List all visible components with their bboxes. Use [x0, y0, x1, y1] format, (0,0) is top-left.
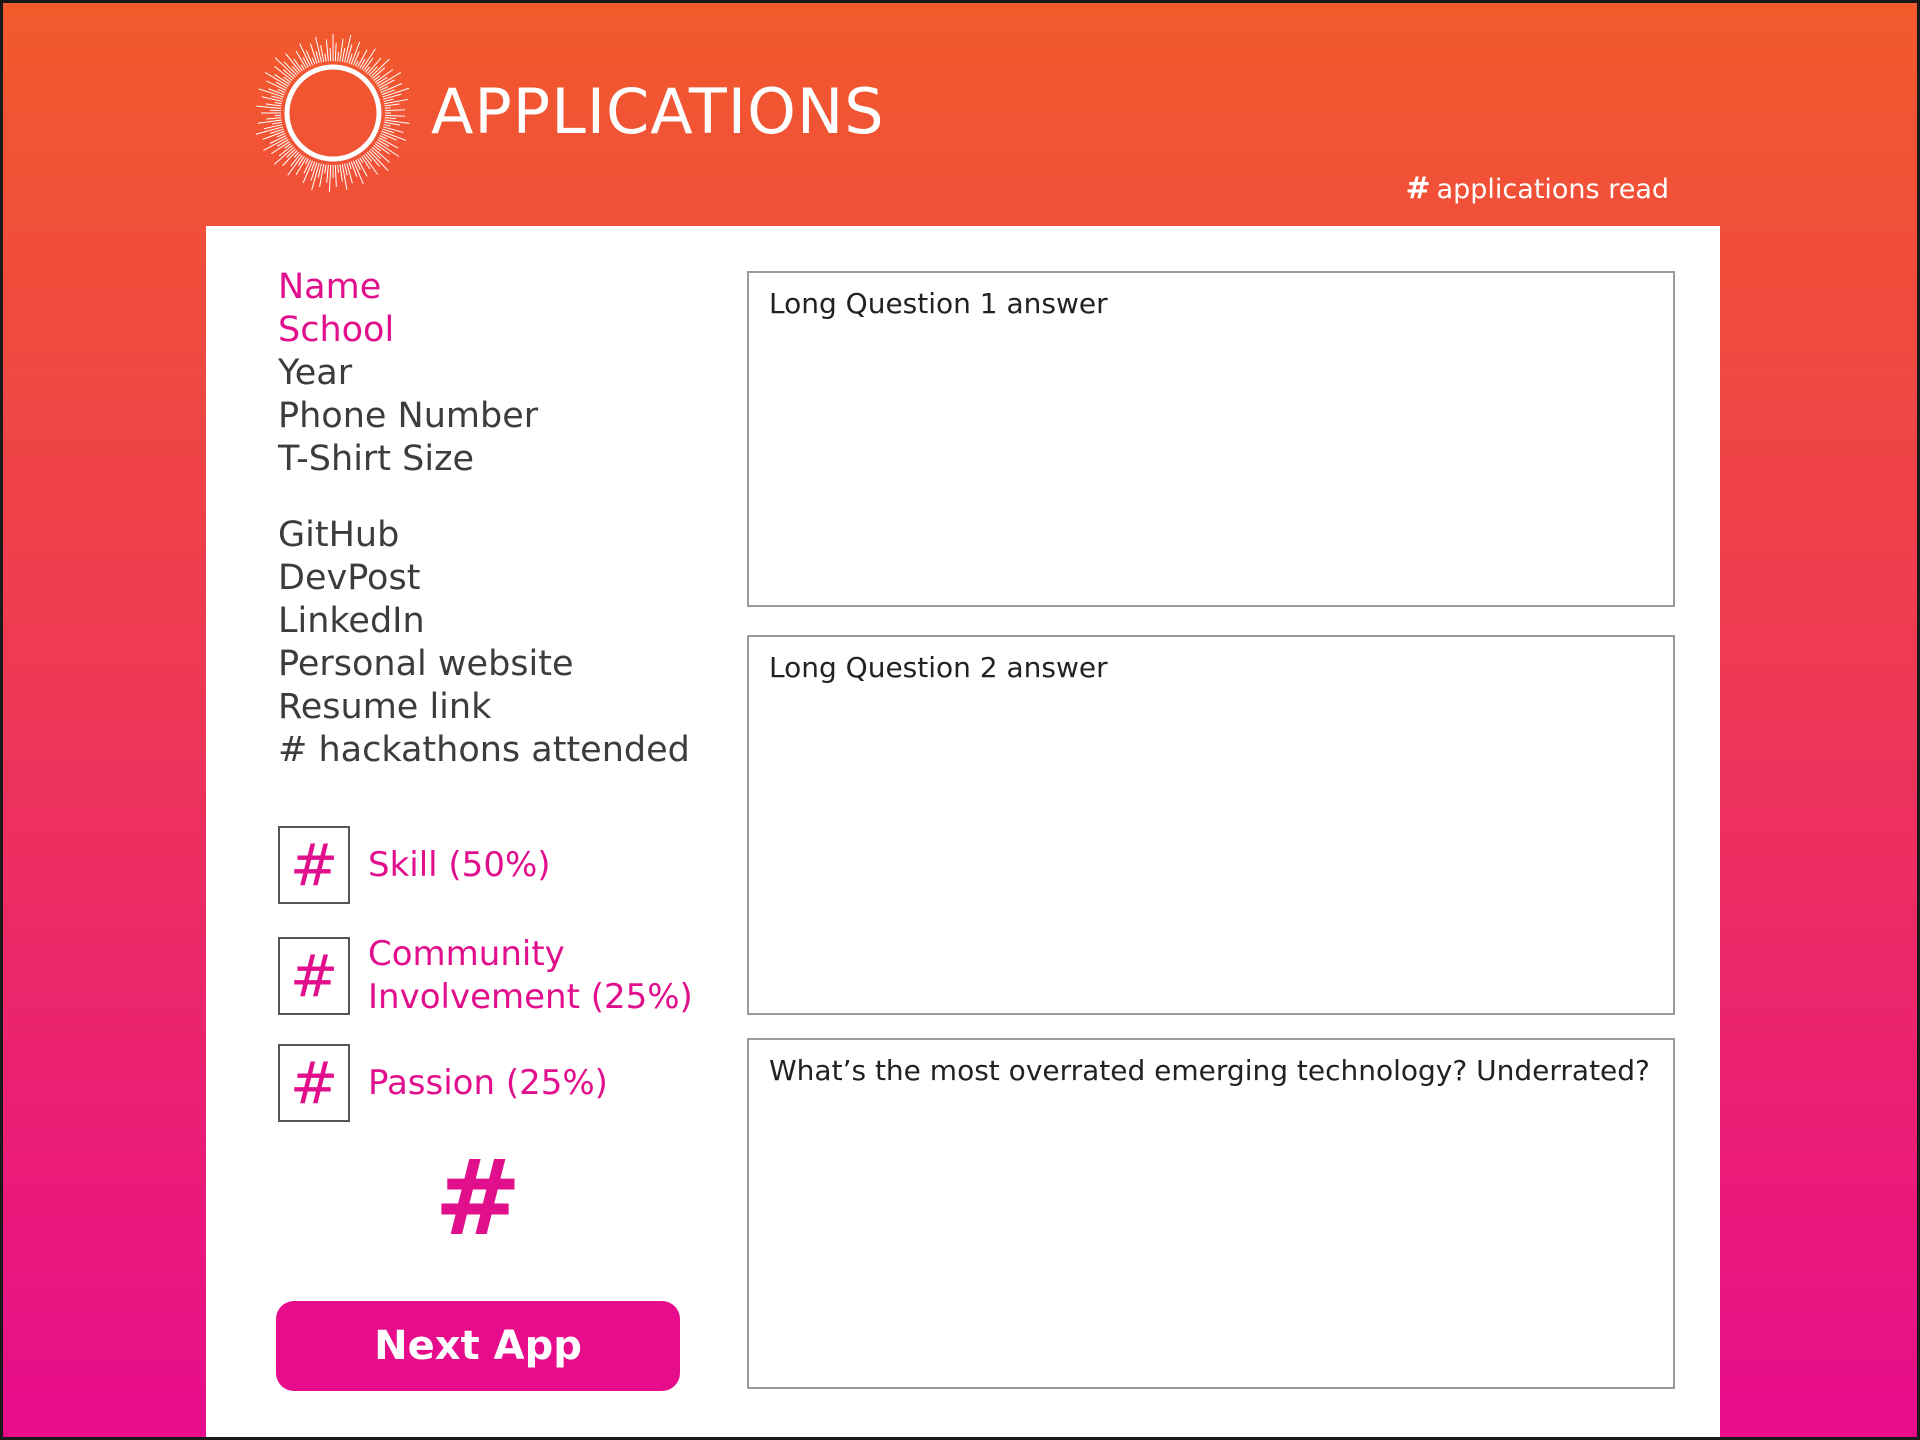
community-label-line-1: Community	[368, 934, 565, 974]
score-row-passion	[278, 1044, 608, 1122]
passion-label-line: Passion (25%)	[368, 1062, 608, 1103]
score-row-skill	[278, 826, 551, 904]
applications-read-label: applications read	[1436, 174, 1669, 205]
skill-score-input[interactable]: #	[278, 826, 350, 904]
applicant-devpost: DevPost	[278, 558, 421, 598]
skill-label-line: Skill (50%)	[368, 844, 551, 885]
applicant-name: Name	[278, 267, 382, 307]
community-score-input[interactable]: #	[278, 937, 350, 1015]
applicant-school: School	[278, 310, 395, 350]
long-answer-2[interactable]	[747, 635, 1675, 1015]
long-answer-1-text: Long Question 1 answer	[769, 287, 1108, 320]
page-title: APPLICATIONS	[431, 75, 885, 148]
applicant-hackathons: # hackathons attended	[278, 730, 690, 770]
long-answer-3-text: What’s the most overrated emerging technology? Underrated?	[769, 1054, 1650, 1087]
passion-score-input[interactable]: #	[278, 1044, 350, 1122]
applicant-github: GitHub	[278, 515, 400, 555]
applicant-info	[278, 266, 690, 772]
applicant-linkedin: LinkedIn	[278, 601, 425, 641]
long-answer-3[interactable]	[747, 1038, 1675, 1389]
skill-score-label	[368, 844, 551, 887]
total-score: #	[434, 1137, 522, 1259]
sun-logo-icon	[253, 33, 413, 193]
next-app-button[interactable]: Next App	[276, 1301, 680, 1391]
application-card	[206, 226, 1720, 1440]
applicant-website: Personal website	[278, 644, 574, 684]
long-answer-1[interactable]	[747, 271, 1675, 607]
info-spacer	[278, 481, 690, 514]
applicant-resume: Resume link	[278, 687, 492, 727]
long-answer-2-text: Long Question 2 answer	[769, 651, 1108, 684]
applicant-tshirt-size: T-Shirt Size	[278, 439, 475, 479]
applicant-phone: Phone Number	[278, 396, 539, 436]
applicant-year: Year	[278, 353, 353, 393]
score-row-community	[278, 933, 693, 1019]
community-label-line-2: Involvement (25%)	[368, 977, 693, 1017]
community-score-label	[368, 933, 693, 1019]
passion-score-label	[368, 1062, 608, 1105]
applications-read-counter	[1405, 171, 1669, 206]
applications-read-count: #	[1405, 171, 1431, 206]
